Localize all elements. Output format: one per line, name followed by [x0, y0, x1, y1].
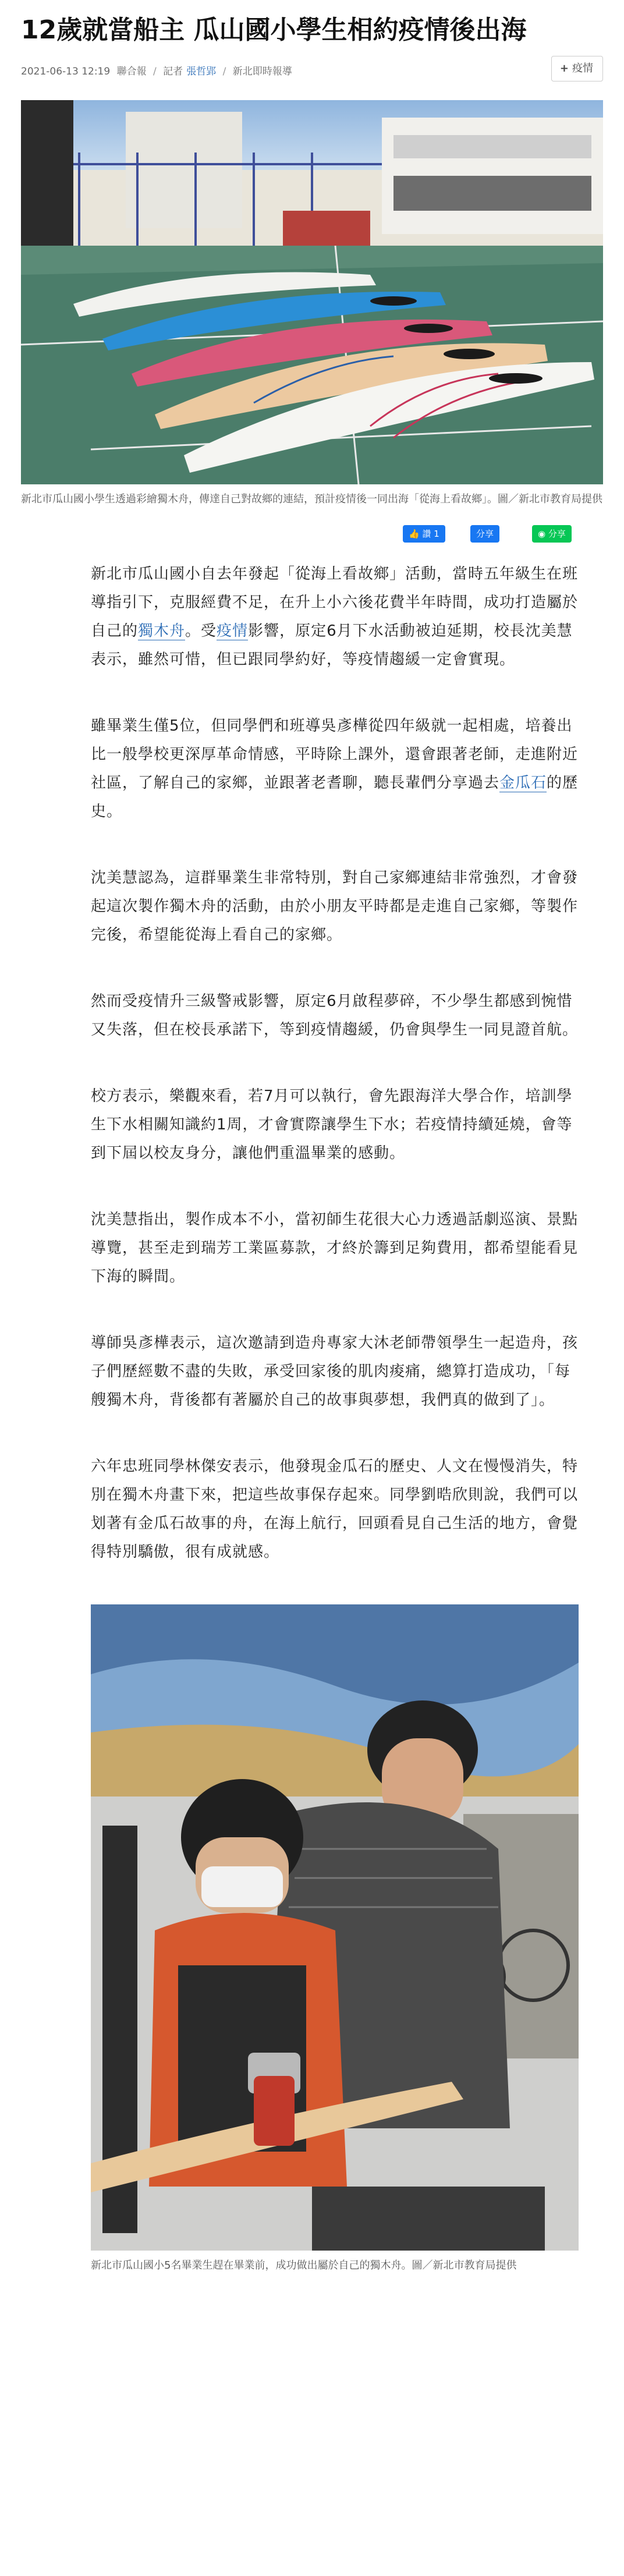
- paragraph-text: 新北市瓜山國小自去年發起「從海上看故鄉」活動，當時五年級生在班導指引下，克服經費不足，在升上小六後花費半年時間，成功打造屬於自己的: [91, 565, 579, 640]
- meta-divider: /: [153, 66, 157, 77]
- keyword-link-kayak[interactable]: 獨木舟: [138, 622, 186, 640]
- paragraph: 校方表示，樂觀來看，若7月可以執行，會先跟海洋大學合作，培訓學生下水相關知識約1周，才會實際讓學生下水；若疫情持續延燒，會等到下屆以校友身分，讓他們重溫畢業的感動。: [91, 1087, 573, 1162]
- paragraph-text: 。受: [185, 622, 217, 640]
- article-header: [0, 0, 624, 83]
- follow-topic-button[interactable]: [551, 56, 603, 82]
- facebook-share-label: 分享: [476, 529, 494, 539]
- inline-figure: [91, 1604, 579, 2274]
- facebook-like-button[interactable]: [403, 525, 445, 543]
- publish-datetime: 2021-06-13 12:19: [21, 66, 111, 77]
- share-bar: [0, 525, 624, 548]
- page-title: 12歲就當船主 瓜山國小學生相約疫情後出海: [21, 15, 527, 45]
- inline-photo[interactable]: [91, 1604, 579, 2251]
- inline-caption: 新北市瓜山國小5名畢業生趕在畢業前，成功做出屬於自己的獨木舟。圖／新北市教育局提供: [91, 2259, 517, 2272]
- kayaks-photo-illustration: [21, 100, 603, 484]
- plus-icon: +: [559, 62, 569, 75]
- paragraph-text: 的歷史。: [91, 774, 579, 820]
- reporter-prefix: 記者: [163, 66, 183, 77]
- thumbs-up-icon: 👍: [409, 529, 420, 539]
- paragraph: 沈美慧認為，這群畢業生非常特別，對自己家鄉連結非常強烈，才會發起這次製作獨木舟的活動，由於小朋友平時都是走進自己家鄉，等製作完後，希望能從海上看自己的家鄉。: [91, 869, 579, 944]
- line-share-label: 分享: [548, 529, 566, 539]
- meta-row: [21, 56, 603, 83]
- source-name: 聯合報: [116, 66, 147, 77]
- hero-figure: [21, 100, 603, 508]
- meta-divider: /: [222, 66, 226, 77]
- paragraph: 導師吳彥樺表示，這次邀請到造舟專家大沐老師帶領學生一起造舟，孩子們歷經數不盡的失敗，承受回家後的肌肉痠痛，總算打造成功，「每艘獨木舟，背後都有著屬於自己的故事與夢想，我們真的做到了」。: [91, 1334, 579, 1409]
- article-meta: [21, 63, 296, 77]
- facebook-share-button[interactable]: [470, 525, 499, 543]
- facebook-like-label: 讚 1: [422, 529, 439, 539]
- hero-photo[interactable]: [21, 100, 603, 484]
- article-body: [91, 560, 579, 1567]
- paragraph: [91, 560, 579, 674]
- paragraph: 六年忠班同學林傑安表示，他發現金瓜石的歷史、人文在慢慢消失，特別在獨木舟畫下來，把這些故事保存起來。同學劉晧欣則說，我們可以划著有金瓜石故事的舟，在海上航行，回頭看見自己生活的地方，會覺得特別驕傲，很有成就感。: [91, 1458, 579, 1561]
- follow-topic-label: 疫情: [572, 62, 593, 75]
- channel-name: 新北即時報導: [232, 66, 292, 77]
- line-icon: ◉: [538, 529, 546, 539]
- keyword-link-jinguashi[interactable]: 金瓜石: [499, 774, 547, 792]
- reporter-link[interactable]: 張哲郢: [186, 66, 217, 77]
- paragraph-text: 雖畢業生僅5位，但同學們和班導吳彥樺從四年級就一起相處，培養出比一般學校更深厚革命情感，平時除上課外，還會跟著老師，走進附近社區，了解自己的家鄉，並跟著老耆聊，聽長輩們分享過去: [91, 717, 579, 792]
- keyword-link-pandemic[interactable]: 疫情: [217, 622, 249, 640]
- paragraph: 然而受疫情升三級警戒影響，原定6月啟程夢碎，不少學生都感到惋惜又失落，但在校長承諾下，等到疫情趨緩，仍會與學生一同見證首航。: [91, 993, 579, 1039]
- hero-caption: 新北市瓜山國小學生透過彩繪獨木舟，傳達自己對故鄉的連結，預計疫情後一同出海「從海上看故鄉」。圖／新北市教育局提供: [21, 493, 602, 505]
- line-share-button[interactable]: [532, 525, 572, 543]
- students-making-kayak-photo-illustration: [91, 1604, 579, 2251]
- paragraph-text: 影響，原定6月下水活動被迫延期，校長沈美慧表示，雖然可惜，但已跟同學約好，等疫情趨緩一定會實現。: [91, 622, 573, 668]
- paragraph: [91, 712, 579, 826]
- paragraph: 沈美慧指出，製作成本不小，當初師生花很大心力透過話劇巡演、景點導覽，甚至走到瑞芳工業區募款，才終於籌到足夠費用，都希望能看見下海的瞬間。: [91, 1211, 579, 1285]
